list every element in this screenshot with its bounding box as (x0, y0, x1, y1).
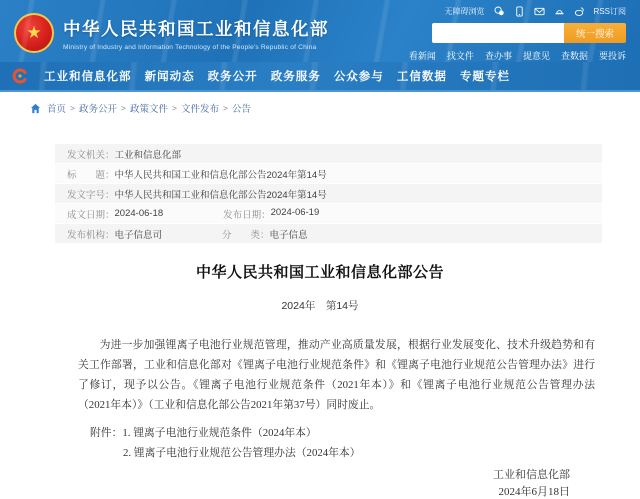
meta-row-dates (55, 204, 602, 223)
quick-link-suggestions[interactable]: 提意见 (522, 51, 550, 61)
breadcrumb (0, 92, 640, 124)
meta-value: 中华人民共和国工业和信息化部公告2024年第14号 (114, 169, 327, 181)
meta-label: 成文日期： (67, 209, 115, 221)
meta-row-publisher-category (55, 224, 602, 243)
breadcrumb-home[interactable]: 首页 (47, 104, 67, 115)
utility-links (445, 5, 626, 18)
meta-label: 分 类： (222, 229, 270, 241)
signature-block (0, 467, 570, 499)
meta-value: 2024-06-19 (270, 206, 320, 218)
nav-item-miit[interactable]: 工业和信息化部 (44, 71, 132, 83)
meta-label: 标 题： (67, 169, 115, 181)
meta-value: 电子信息司 (114, 229, 163, 241)
weibo-icon[interactable] (574, 6, 585, 17)
breadcrumb-gov-disclosure[interactable]: 政务公开 (78, 104, 117, 115)
nav-item-gov-disclosure[interactable]: 政务公开 (207, 71, 258, 83)
attachment-line-2 (90, 443, 595, 463)
main-nav (0, 62, 640, 92)
meta-col2 (222, 227, 308, 241)
header-branding (14, 0, 329, 62)
meta-value: 中华人民共和国工业和信息化部公告2024年第14号 (114, 189, 327, 201)
miit-c-logo-icon (12, 68, 28, 84)
nav-item-public-participation[interactable]: 公众参与 (333, 71, 384, 83)
ministry-name-en: Ministry of Industry and Information Technology of the People's Republic of China (63, 43, 317, 51)
quick-link-data[interactable]: 查数据 (560, 51, 588, 61)
home-icon (30, 103, 41, 114)
breadcrumb-separator: > (121, 103, 126, 113)
national-emblem-logo: ★ (14, 13, 54, 53)
mobile-icon[interactable] (514, 6, 525, 17)
announcement-number: 2024年 第14号 (281, 300, 359, 312)
quick-links (409, 49, 626, 62)
search-input[interactable] (432, 23, 564, 43)
meta-value: 工业和信息化部 (114, 149, 182, 161)
attachment-line-1 (90, 423, 595, 443)
announcement-title: 中华人民共和国工业和信息化部公告 (195, 265, 444, 281)
attachment-link-2[interactable]: 2. 锂离子电池行业规范公告管理办法（2024年本） (123, 447, 361, 459)
quick-link-news[interactable]: 看新闻 (408, 51, 436, 61)
meta-row-doc-number (55, 184, 602, 203)
nav-items (44, 68, 610, 84)
quick-link-services[interactable]: 查办事 (484, 51, 512, 61)
meta-col2 (223, 207, 319, 221)
attachment-link-1[interactable]: 1. 锂离子电池行业规范条件（2024年本） (122, 427, 317, 439)
document-meta-table (55, 144, 602, 243)
breadcrumb-separator: > (70, 103, 75, 113)
client-icon[interactable] (554, 6, 565, 17)
meta-row-issuing-agency (55, 144, 602, 163)
breadcrumb-document-release[interactable]: 文件发布 (180, 104, 219, 115)
attachments-label: 附件： (90, 427, 123, 439)
header-tools (409, 0, 626, 62)
search-bar (432, 23, 626, 43)
nav-item-news[interactable]: 新闻动态 (144, 71, 195, 83)
announcement-body: 为进一步加强锂离子电池行业规范管理，推动产业高质量发展，根据行业发展变化、技术升级趋势和有关工作部署，工业和信息化部对《锂离子电池行业规范条件》和《锂离子电池行业规范公告管理办法》进行了修订，现予以公告。《锂离子电池行业规范条件（2021年本）》和《锂离子电池行业规范公告管理办法（2021年本）》（工业和信息化部公告2021年第37号）同时废止。 (78, 339, 595, 411)
wechat-icon[interactable] (494, 6, 505, 17)
breadcrumb-separator: > (222, 103, 228, 113)
meta-value: 2024-06-18 (114, 208, 164, 219)
ministry-titles (63, 16, 329, 51)
meta-row-title (55, 164, 602, 183)
ministry-name-cn: 中华人民共和国工业和信息化部 (63, 18, 329, 39)
meta-label: 发文机关： (67, 149, 115, 161)
nav-item-gov-services[interactable]: 政务服务 (270, 71, 321, 83)
search-button[interactable]: 统一搜索 (564, 23, 626, 43)
breadcrumb-separator: > (171, 103, 177, 113)
quick-link-complaints[interactable]: 要投诉 (598, 51, 626, 61)
accessibility-link[interactable]: 无障碍浏览 (444, 7, 485, 16)
article-content (0, 124, 640, 499)
breadcrumb-policy-documents[interactable]: 政策文件 (129, 104, 168, 115)
meta-label: 发文字号： (67, 189, 115, 201)
attachments-section (90, 423, 595, 463)
sign-date: 2024年6月18日 (498, 486, 570, 498)
meta-label: 发布机构： (67, 229, 115, 241)
meta-value: 电子信息 (269, 229, 308, 241)
mail-icon[interactable] (534, 6, 545, 17)
nav-item-special-topics[interactable]: 专题专栏 (459, 71, 510, 83)
site-header (0, 0, 640, 62)
meta-label: 发布日期： (223, 209, 271, 221)
signer-name: 工业和信息化部 (493, 469, 570, 481)
rss-link[interactable]: RSS订阅 (593, 7, 626, 16)
quick-link-documents[interactable]: 找文件 (446, 51, 474, 61)
nav-item-data[interactable]: 工信数据 (396, 71, 447, 83)
breadcrumb-announcements[interactable]: 公告 (231, 104, 251, 115)
